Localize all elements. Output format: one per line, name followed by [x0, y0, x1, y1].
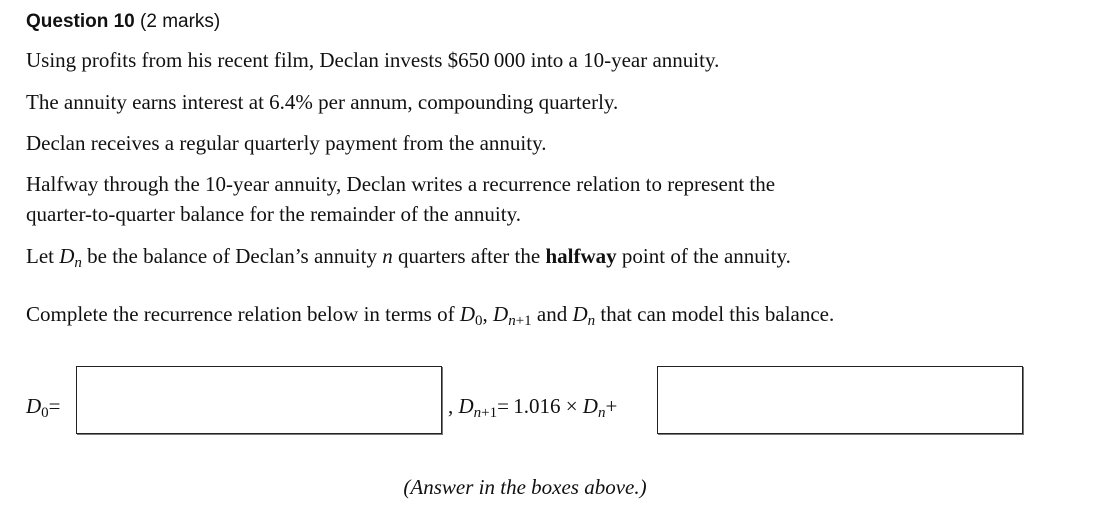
definition-text: Let — [26, 244, 60, 268]
subscript-plus-1: +1 — [515, 313, 532, 329]
paragraph-halfway-line2: quarter-to-quarter balance for the remainder of the annuity. — [26, 202, 521, 226]
subscript-n-plus-1 — [474, 405, 497, 421]
subscript-0: 0 — [475, 313, 483, 329]
paragraph-interest: The annuity earns interest at 6.4% per annum, compounding quarterly. — [26, 90, 619, 114]
definition-text: be the balance of Declan’s annuity — [81, 244, 383, 268]
question-number: Question 10 — [26, 11, 135, 32]
instruction-text: that can model this balance. — [595, 302, 835, 326]
answer-box-payment[interactable] — [657, 366, 1023, 434]
subscript-n-plus-1 — [508, 313, 531, 329]
paragraph-halfway-line1: Halfway through the 10-year annuity, Declan writes a recurrence relation to represent the — [26, 172, 776, 196]
question-marks: (2 marks) — [140, 11, 221, 32]
answer-box-initial-value[interactable] — [76, 366, 442, 434]
variable-d0: D — [459, 302, 476, 326]
variable-d0: D — [26, 394, 42, 418]
recurrence-label — [448, 393, 617, 419]
definition-text: quarters after the — [392, 244, 546, 268]
comma: , — [448, 394, 454, 418]
paragraph-payment: Declan receives a regular quarterly payment from the annuity. — [26, 131, 547, 155]
plus-sign: + — [605, 394, 618, 418]
subscript-n: n — [473, 405, 482, 421]
question-heading — [26, 9, 220, 35]
answer-instruction-note: (Answer in the boxes above.) — [403, 475, 647, 499]
subscript-n: n — [508, 313, 516, 329]
paragraph-instruction — [26, 299, 834, 329]
variable-d: D — [59, 244, 75, 268]
definition-text: point of the annuity. — [616, 244, 791, 268]
instruction-text: Complete the recurrence relation below in terms of — [26, 302, 460, 326]
subscript-n: n — [587, 313, 596, 329]
variable-n: n — [382, 244, 393, 268]
emphasis-halfway: halfway — [545, 244, 617, 268]
variable-dn1: D — [493, 302, 509, 326]
paragraph-definition — [26, 241, 791, 271]
subscript-n: n — [597, 405, 606, 421]
variable-dn: D — [582, 394, 598, 418]
variable-dn1: D — [458, 394, 474, 418]
instruction-text: and — [531, 302, 573, 326]
paragraph-investment: Using profits from his recent film, Declan invests $650 000 into a 10-year annuity. — [26, 48, 720, 72]
d0-label — [26, 393, 61, 419]
instruction-separator: , — [482, 302, 494, 326]
subscript-plus-1: +1 — [481, 405, 498, 421]
equals-sign: = — [48, 394, 61, 418]
subscript-n: n — [74, 255, 82, 271]
multiplier-text: = 1.016 × — [497, 394, 583, 418]
subscript-0: 0 — [41, 405, 49, 421]
recurrence-relation-row — [0, 366, 1094, 436]
variable-dn: D — [572, 302, 588, 326]
